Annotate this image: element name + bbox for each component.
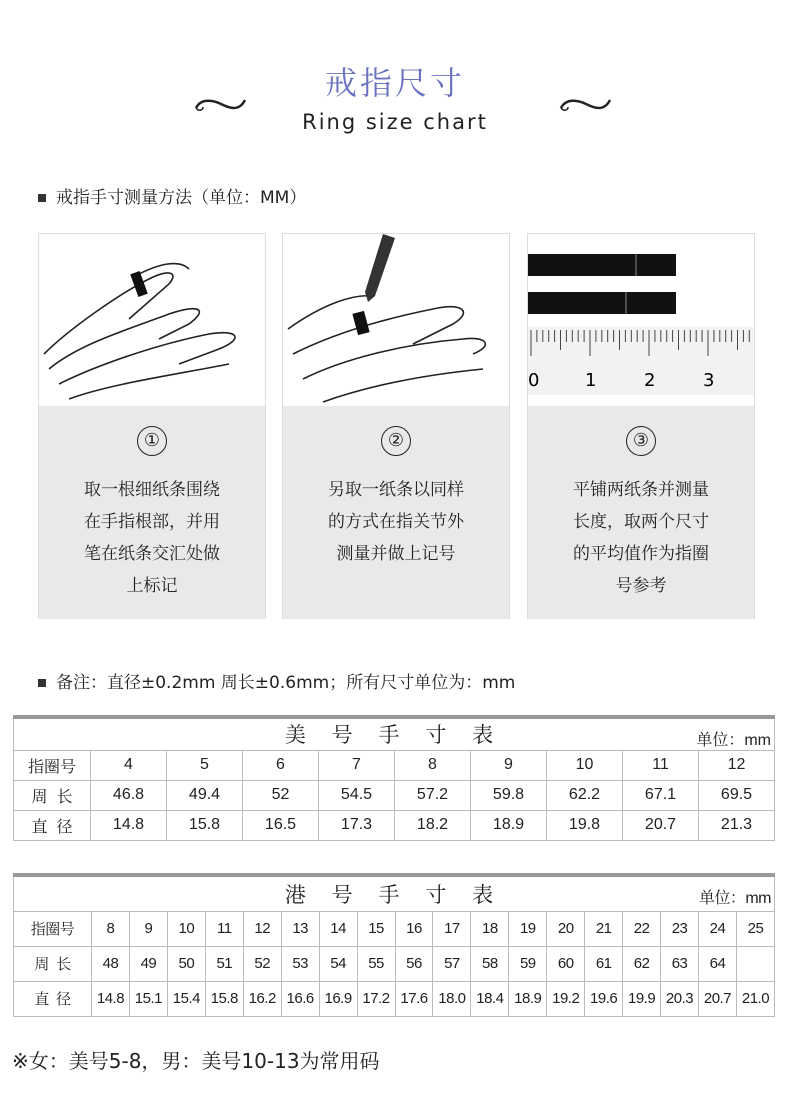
table-cell: 20.3 (661, 981, 699, 1016)
table-cell: 17.6 (395, 981, 433, 1016)
step-text: 的平均值作为指圈 (573, 544, 709, 564)
bullet-square-icon (38, 679, 46, 687)
table-cell: 16 (395, 911, 433, 946)
table-cell: 22 (623, 911, 661, 946)
table-cell: 11 (623, 750, 699, 780)
row-label: 直 径 (14, 810, 91, 840)
table-cell: 18.0 (433, 981, 471, 1016)
table-cell: 17 (433, 911, 471, 946)
table-cell: 9 (471, 750, 547, 780)
table-cell: 9 (129, 911, 167, 946)
table-cell: 21.3 (699, 810, 775, 840)
ruler-illustration (528, 234, 754, 406)
table-cell: 15 (357, 911, 395, 946)
table-cell: 49.4 (167, 780, 243, 810)
table-cell: 54.5 (319, 780, 395, 810)
table-cell: 4 (91, 750, 167, 780)
table-cell: 55 (357, 946, 395, 981)
table-cell: 19 (509, 911, 547, 946)
table-cell: 20.7 (623, 810, 699, 840)
table-cell: 8 (92, 911, 130, 946)
table-cell: 18.9 (471, 810, 547, 840)
table-cell: 62 (623, 946, 661, 981)
table-cell: 21 (585, 911, 623, 946)
table-cell: 17.3 (319, 810, 395, 840)
ruler-label: 3 (703, 370, 715, 391)
table-cell: 63 (661, 946, 699, 981)
table-cell: 50 (167, 946, 205, 981)
table-cell: 69.5 (699, 780, 775, 810)
table-cell: 14.8 (91, 810, 167, 840)
table-cell: 16.6 (281, 981, 319, 1016)
page-subtitle: Ring size chart (302, 110, 488, 134)
table-cell: 18.2 (395, 810, 471, 840)
ruler-label: 0 (528, 370, 540, 391)
finger-wrap-illustration (39, 234, 265, 406)
step-panel-2 (282, 233, 510, 619)
table-cell: 23 (661, 911, 699, 946)
table-cell: 18.4 (471, 981, 509, 1016)
table-title-text: 港 号 手 寸 表 (284, 883, 504, 907)
table-cell: 60 (547, 946, 585, 981)
step-text: 长度，取两个尺寸 (573, 512, 709, 532)
table-cell: 6 (243, 750, 319, 780)
step-text: 号参考 (615, 576, 667, 596)
table-cell: 16.5 (243, 810, 319, 840)
table-cell: 20.7 (699, 981, 737, 1016)
table-cell: 21.0 (736, 981, 774, 1016)
table-cell: 62.2 (547, 780, 623, 810)
step-number: ③ (626, 426, 656, 456)
hk-size-table (13, 873, 775, 1017)
table-cell: 25 (736, 911, 774, 946)
table-title-text: 美 号 手 寸 表 (284, 724, 504, 748)
table-cell: 19.9 (623, 981, 661, 1016)
table-cell: 59.8 (471, 780, 547, 810)
method-heading (38, 183, 306, 208)
table-cell: 51 (205, 946, 243, 981)
table-cell: 13 (281, 911, 319, 946)
table-cell: 16.2 (243, 981, 281, 1016)
bullet-square-icon (38, 194, 46, 202)
table-cell: 46.8 (91, 780, 167, 810)
table-row (14, 981, 775, 1016)
row-label: 周 长 (14, 946, 92, 981)
table-cell: 61 (585, 946, 623, 981)
ruler-label: 2 (644, 370, 656, 391)
table-row (14, 750, 775, 780)
table-cell: 19.6 (585, 981, 623, 1016)
finger-mark-illustration (283, 234, 509, 406)
us-size-table (13, 715, 775, 841)
table-cell: 57 (433, 946, 471, 981)
table-cell: 10 (547, 750, 623, 780)
step-text: 另取一纸条以同样 (328, 480, 464, 500)
table-cell: 19.8 (547, 810, 623, 840)
table-cell: 15.4 (167, 981, 205, 1016)
step-text: 的方式在指关节外 (328, 512, 464, 532)
step-text: 测量并做上记号 (336, 544, 456, 564)
row-label: 直 径 (14, 981, 92, 1016)
table-cell: 58 (471, 946, 509, 981)
step-text: 上标记 (126, 576, 178, 596)
step-number: ① (137, 426, 167, 456)
unit-label: 单位：mm (698, 890, 771, 907)
table-cell: 16.9 (319, 981, 357, 1016)
table-cell: 20 (547, 911, 585, 946)
unit-label: 单位：mm (696, 732, 771, 749)
table-cell: 8 (395, 750, 471, 780)
table-row (14, 946, 775, 981)
table-cell: 53 (281, 946, 319, 981)
table-title (14, 717, 775, 750)
method-heading-text: 戒指手寸测量方法（单位：MM） (56, 188, 307, 208)
page-title: 戒指尺寸 (324, 64, 465, 102)
table-cell: 67.1 (623, 780, 699, 810)
table-row (14, 780, 775, 810)
ruler-label: 1 (585, 370, 597, 391)
table-cell: 15.1 (129, 981, 167, 1016)
table-cell: 57.2 (395, 780, 471, 810)
table-cell: 17.2 (357, 981, 395, 1016)
table-cell: 5 (167, 750, 243, 780)
table-cell: 10 (167, 911, 205, 946)
step-text: 取一根细纸条围绕 (84, 480, 220, 500)
table-cell: 7 (319, 750, 395, 780)
table-cell: 18 (471, 911, 509, 946)
table-cell: 56 (395, 946, 433, 981)
table-cell: 15.8 (167, 810, 243, 840)
table-cell: 12 (699, 750, 775, 780)
table-cell: 18.9 (509, 981, 547, 1016)
table-cell: 48 (92, 946, 130, 981)
table-cell: 15.8 (205, 981, 243, 1016)
table-cell: 52 (243, 780, 319, 810)
table-row (14, 810, 775, 840)
step-text: 在手指根部，并用 (84, 512, 220, 532)
table-cell: 54 (319, 946, 357, 981)
table-cell: 11 (205, 911, 243, 946)
table-cell: 64 (699, 946, 737, 981)
table-cell: 49 (129, 946, 167, 981)
table-cell (736, 946, 774, 981)
table-cell: 52 (243, 946, 281, 981)
note (38, 668, 515, 693)
step-text: 平铺两纸条并测量 (573, 480, 709, 500)
row-label: 指圈号 (14, 911, 92, 946)
table-cell: 12 (243, 911, 281, 946)
row-label: 指圈号 (14, 750, 91, 780)
step-panel-3 (527, 233, 755, 619)
step-text: 笔在纸条交汇处做 (84, 544, 220, 564)
table-cell: 24 (699, 911, 737, 946)
step-number: ② (381, 426, 411, 456)
table-cell: 14.8 (92, 981, 130, 1016)
table-row (14, 911, 775, 946)
footer-note: ※女：美号5-8，男：美号10-13为常用码 (12, 1049, 380, 1073)
table-title (14, 875, 775, 911)
table-cell: 14 (319, 911, 357, 946)
step-panel-1 (38, 233, 266, 619)
note-text: 备注：直径±0.2mm 周长±0.6mm；所有尺寸单位为：mm (56, 673, 516, 693)
row-label: 周 长 (14, 780, 91, 810)
table-cell: 19.2 (547, 981, 585, 1016)
table-cell: 59 (509, 946, 547, 981)
